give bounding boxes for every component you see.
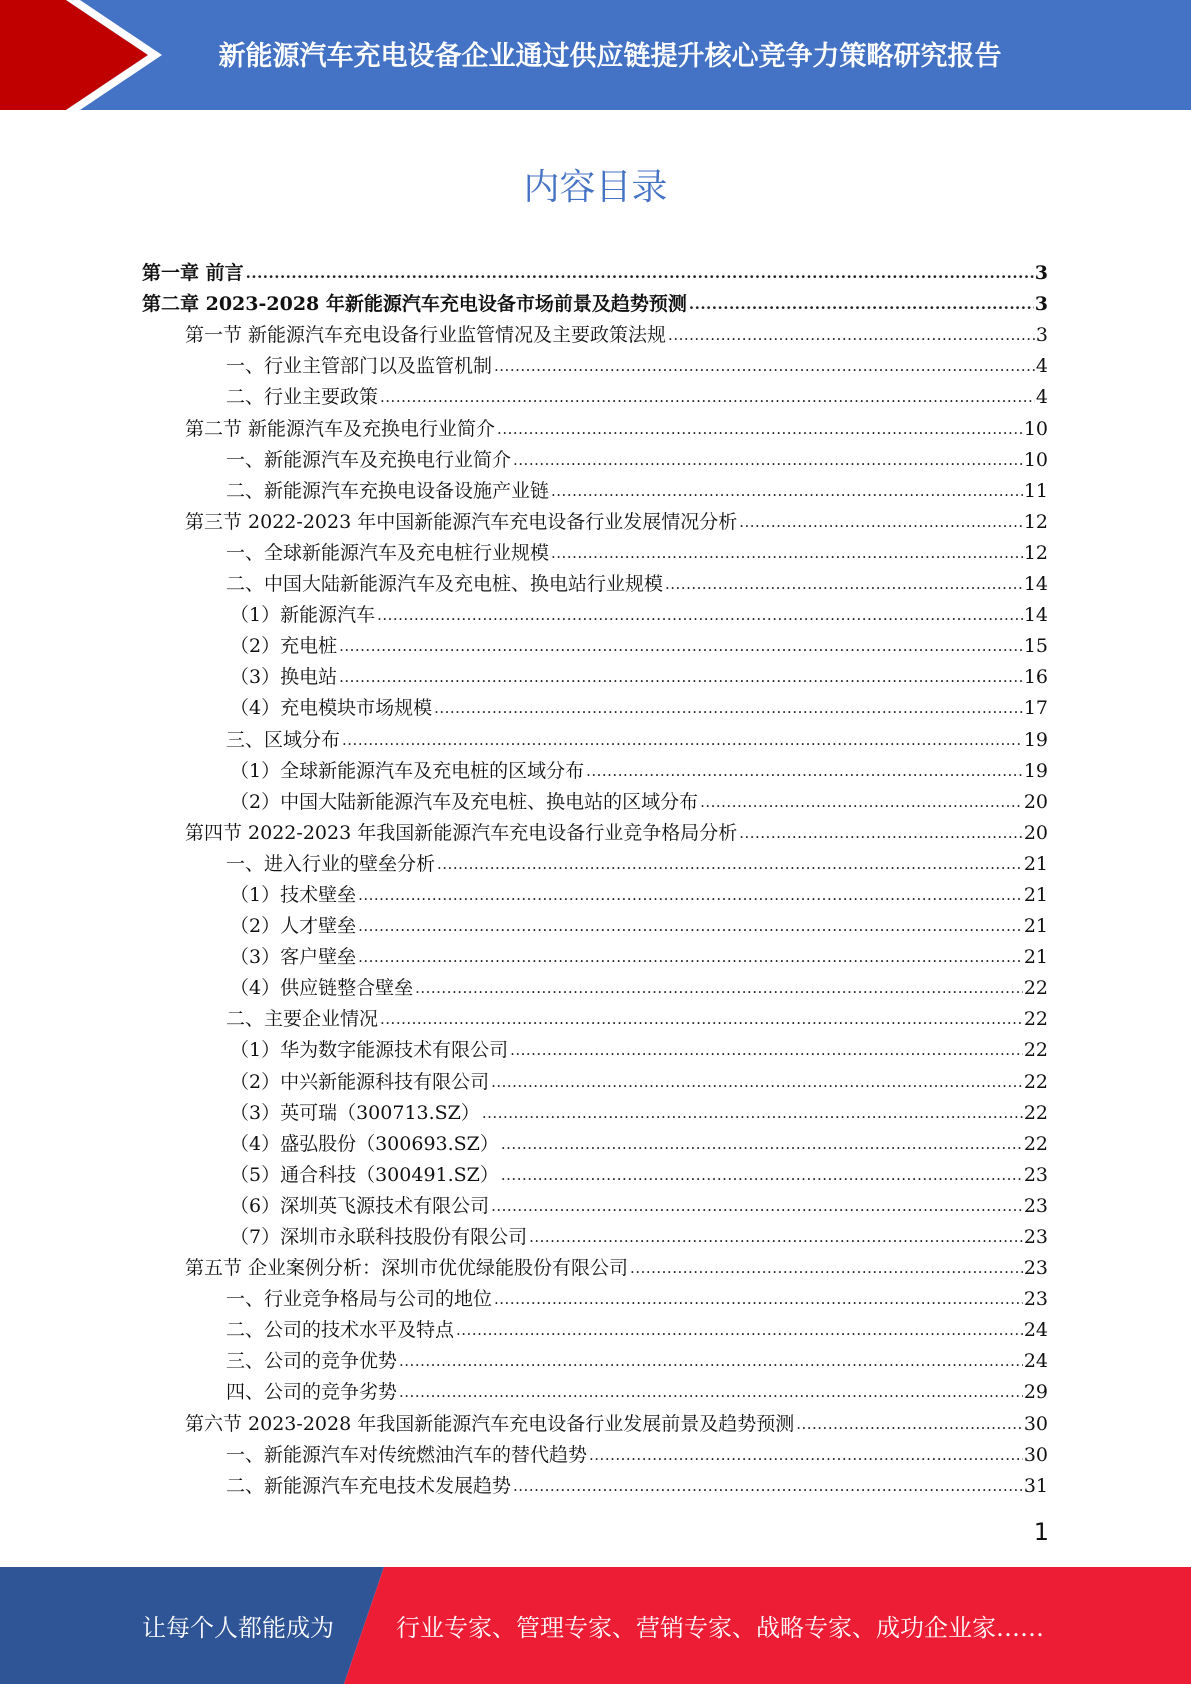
toc-entry-title: 二、中国大陆新能源汽车及充电桩、换电站行业规模 [226, 573, 664, 596]
toc-entry-page: 30 [1023, 1443, 1048, 1466]
toc-entry[interactable] [142, 938, 1048, 969]
toc-entry-title: 第一节 新能源汽车充电设备行业监管情况及主要政策法规 [185, 324, 667, 347]
toc-dot-leader [491, 1070, 1023, 1094]
toc-entry-title: 第二节 新能源汽车及充换电行业简介 [185, 417, 496, 440]
toc-entry[interactable] [142, 1062, 1048, 1093]
toc-entry-page: 16 [1023, 666, 1048, 689]
toc-entry[interactable] [142, 1000, 1048, 1031]
toc-dot-leader [494, 1287, 1023, 1311]
toc-entry-title: （7）深圳市永联科技股份有限公司 [230, 1226, 528, 1248]
toc-entry[interactable] [142, 1404, 1048, 1435]
toc-entry-page: 22 [1023, 1039, 1048, 1062]
toc-entry-page: 24 [1023, 1319, 1048, 1342]
toc-dot-leader [689, 292, 1034, 316]
toc-entry-title: 二、行业主要政策 [226, 386, 379, 409]
toc-entry-page: 12 [1023, 541, 1048, 564]
toc-entry[interactable] [142, 752, 1048, 783]
toc-entry[interactable] [142, 1311, 1048, 1342]
page-footer [0, 1567, 1191, 1684]
toc-dot-leader [482, 1101, 1023, 1125]
toc-dot-leader [551, 541, 1023, 565]
toc-dot-leader [668, 323, 1035, 347]
toc-entry[interactable] [142, 254, 1048, 285]
toc-entry-page: 14 [1023, 604, 1048, 627]
toc-dot-leader [342, 728, 1023, 752]
toc-entry-page: 20 [1023, 821, 1048, 844]
toc-entry-title: （1）全球新能源汽车及充电桩的区域分布 [230, 759, 585, 782]
toc-entry[interactable] [142, 689, 1048, 720]
toc-dot-leader [358, 945, 1023, 969]
toc-dot-leader [497, 417, 1023, 441]
toc-entry-title: 第二章 2023-2028 年新能源汽车充电设备市场前景及趋势预测 [142, 293, 687, 316]
toc-dot-leader [246, 261, 1034, 285]
toc-entry[interactable] [142, 472, 1048, 503]
toc-entry-title: （1）新能源汽车 [230, 604, 376, 627]
toc-entry[interactable] [142, 1467, 1048, 1498]
toc-entry-page: 23 [1023, 1226, 1048, 1248]
toc-entry-title: 三、公司的竞争优势 [226, 1350, 398, 1373]
toc-dot-leader [415, 976, 1023, 1000]
toc-entry-page: 4 [1035, 386, 1048, 409]
toc-entry-page: 20 [1023, 790, 1048, 813]
header-red-arrow [0, 0, 148, 110]
toc-entry[interactable] [142, 1342, 1048, 1373]
toc-entry-page: 22 [1023, 1070, 1048, 1093]
toc-entry[interactable] [142, 907, 1048, 938]
table-of-contents [142, 254, 1048, 1498]
toc-entry[interactable] [142, 1125, 1048, 1156]
toc-entry-title: 第四节 2022-2023 年我国新能源汽车充电设备行业竞争格局分析 [185, 821, 738, 844]
toc-entry-title: （6）深圳英飞源技术有限公司 [230, 1194, 490, 1217]
toc-entry-title: 一、全球新能源汽车及充电桩行业规模 [226, 541, 550, 564]
toc-entry[interactable] [142, 876, 1048, 907]
toc-entry-title: （4）盛弘股份（300693.SZ） [230, 1132, 499, 1155]
toc-entry-page: 15 [1023, 635, 1048, 658]
toc-entry-page: 21 [1023, 915, 1048, 938]
toc-entry[interactable] [142, 845, 1048, 876]
page-number: 1 [1033, 1518, 1049, 1546]
toc-dot-leader [665, 572, 1023, 596]
toc-dot-leader [529, 1225, 1023, 1249]
toc-entry-page: 3 [1034, 293, 1048, 316]
toc-dot-leader [399, 1380, 1023, 1404]
toc-entry-page: 14 [1023, 573, 1048, 596]
toc-entry-title: （2）人才壁垒 [230, 915, 357, 938]
toc-entry-page: 21 [1023, 852, 1048, 875]
toc-dot-leader [339, 634, 1023, 658]
toc-entry[interactable] [142, 658, 1048, 689]
toc-entry-title: 一、新能源汽车对传统燃油汽车的替代趋势 [226, 1443, 588, 1466]
toc-entry-title: 二、公司的技术水平及特点 [226, 1319, 455, 1342]
toc-entry-page: 4 [1035, 355, 1048, 378]
toc-entry[interactable] [142, 316, 1048, 347]
toc-entry-title: 第五节 企业案例分析：深圳市优优绿能股份有限公司 [185, 1257, 629, 1280]
toc-entry-page: 22 [1023, 977, 1048, 1000]
toc-dot-leader [589, 1443, 1023, 1467]
page-header [0, 0, 1191, 110]
toc-entry[interactable] [142, 1373, 1048, 1404]
toc-entry-title: 第三节 2022-2023 年中国新能源汽车充电设备行业发展情况分析 [185, 510, 738, 533]
toc-dot-leader [739, 510, 1023, 534]
toc-entry-page: 24 [1023, 1350, 1048, 1373]
toc-entry-page: 23 [1023, 1194, 1048, 1217]
toc-entry[interactable] [142, 1280, 1048, 1311]
toc-entry-title: 一、进入行业的壁垒分析 [226, 852, 436, 875]
toc-entry[interactable] [142, 1218, 1048, 1249]
toc-entry[interactable] [142, 1031, 1048, 1062]
toc-entry-page: 12 [1023, 510, 1048, 533]
toc-entry-page: 19 [1023, 759, 1048, 782]
toc-dot-leader [700, 790, 1023, 814]
toc-entry-page: 3 [1034, 262, 1048, 285]
toc-dot-leader [456, 1318, 1023, 1342]
toc-dot-leader [434, 696, 1023, 720]
toc-entry[interactable] [142, 1094, 1048, 1125]
toc-entry-title: 第六节 2023-2028 年我国新能源汽车充电设备行业发展前景及趋势预测 [185, 1412, 795, 1435]
toc-dot-leader [494, 354, 1035, 378]
toc-entry-title: 二、主要企业情况 [226, 1008, 379, 1031]
toc-dot-leader [739, 821, 1023, 845]
toc-dot-leader [501, 1132, 1023, 1156]
toc-entry[interactable] [142, 503, 1048, 534]
toc-entry-title: 一、行业竞争格局与公司的地位 [226, 1288, 493, 1311]
toc-entry[interactable] [142, 534, 1048, 565]
toc-entry[interactable] [142, 814, 1048, 845]
toc-entry-title: （3）客户壁垒 [230, 946, 357, 969]
toc-entry-page: 29 [1023, 1381, 1048, 1404]
toc-dot-leader [513, 448, 1023, 472]
toc-entry-page: 17 [1023, 697, 1048, 720]
toc-dot-leader [513, 1474, 1023, 1498]
toc-entry-title: 二、新能源汽车充换电设备设施产业链 [226, 479, 550, 502]
toc-entry-page: 10 [1023, 417, 1048, 440]
toc-entry-page: 22 [1023, 1132, 1048, 1155]
toc-dot-leader [630, 1256, 1023, 1280]
toc-entry-title: 二、新能源汽车充电技术发展趋势 [226, 1474, 512, 1497]
footer-slogan-right: 行业专家、管理专家、营销专家、战略专家、成功企业家…… [396, 1614, 1044, 1642]
toc-entry-page: 21 [1023, 946, 1048, 969]
toc-entry-title: （1）华为数字能源技术有限公司 [230, 1039, 509, 1062]
toc-entry[interactable] [142, 1249, 1048, 1280]
toc-entry[interactable] [142, 565, 1048, 596]
toc-entry[interactable] [142, 285, 1048, 316]
toc-entry[interactable] [142, 627, 1048, 658]
toc-dot-leader [380, 1007, 1023, 1031]
toc-dot-leader [339, 665, 1023, 689]
toc-entry[interactable] [142, 1436, 1048, 1467]
toc-entry[interactable] [142, 347, 1048, 378]
toc-dot-leader [358, 914, 1023, 938]
toc-dot-leader [380, 385, 1035, 409]
toc-entry-page: 23 [1023, 1257, 1048, 1280]
toc-entry-title: 三、区域分布 [226, 728, 341, 751]
toc-entry[interactable] [142, 409, 1048, 440]
toc-entry[interactable] [142, 969, 1048, 1000]
toc-entry-page: 22 [1023, 1008, 1048, 1031]
toc-dot-leader [501, 1163, 1023, 1187]
toc-entry-page: 23 [1023, 1163, 1048, 1186]
toc-entry-page: 23 [1023, 1288, 1048, 1311]
toc-entry-title: 第一章 前言 [142, 262, 244, 285]
toc-dot-leader [437, 852, 1023, 876]
toc-entry[interactable] [142, 441, 1048, 472]
toc-entry[interactable] [142, 783, 1048, 814]
toc-dot-leader [377, 603, 1023, 627]
toc-entry-title: （2）中兴新能源科技有限公司 [230, 1070, 490, 1093]
document-title: 新能源汽车充电设备企业通过供应链提升核心竞争力策略研究报告 [218, 41, 1002, 72]
toc-entry-page: 21 [1023, 883, 1048, 906]
toc-entry-page: 30 [1023, 1412, 1048, 1435]
toc-entry-page: 11 [1023, 479, 1048, 502]
toc-entry-title: （4）供应链整合壁垒 [230, 977, 414, 1000]
toc-entry[interactable] [142, 720, 1048, 751]
toc-entry[interactable] [142, 596, 1048, 627]
toc-entry[interactable] [142, 1156, 1048, 1187]
toc-entry-title: （5）通合科技（300491.SZ） [230, 1163, 499, 1186]
toc-entry-title: （3）英可瑞（300713.SZ） [230, 1101, 480, 1124]
toc-entry-page: 10 [1023, 448, 1048, 471]
footer-slogan-left: 让每个人都能成为 [142, 1614, 334, 1642]
toc-entry-title: （4）充电模块市场规模 [230, 697, 433, 720]
toc-entry-page: 31 [1023, 1474, 1048, 1497]
toc-dot-leader [399, 1349, 1023, 1373]
toc-entry-page: 3 [1035, 324, 1048, 347]
toc-dot-leader [551, 479, 1023, 503]
toc-dot-leader [491, 1194, 1023, 1218]
toc-dot-leader [358, 883, 1023, 907]
toc-entry-title: （2）中国大陆新能源汽车及充电桩、换电站的区域分布 [230, 790, 699, 813]
toc-entry-title: （3）换电站 [230, 666, 338, 689]
toc-dot-leader [586, 759, 1023, 783]
toc-entry[interactable] [142, 378, 1048, 409]
toc-dot-leader [510, 1038, 1023, 1062]
toc-entry-title: 一、行业主管部门以及监管机制 [226, 355, 493, 378]
toc-entry-page: 22 [1023, 1101, 1048, 1124]
toc-entry-title: （1）技术壁垒 [230, 883, 357, 906]
toc-entry-title: 一、新能源汽车及充换电行业简介 [226, 448, 512, 471]
toc-entry-title: 四、公司的竞争劣势 [226, 1381, 398, 1404]
toc-entry-title: （2）充电桩 [230, 635, 338, 658]
toc-entry[interactable] [142, 1187, 1048, 1218]
toc-dot-leader [796, 1412, 1023, 1436]
toc-entry-page: 19 [1023, 728, 1048, 751]
toc-heading: 内容目录 [523, 167, 668, 208]
